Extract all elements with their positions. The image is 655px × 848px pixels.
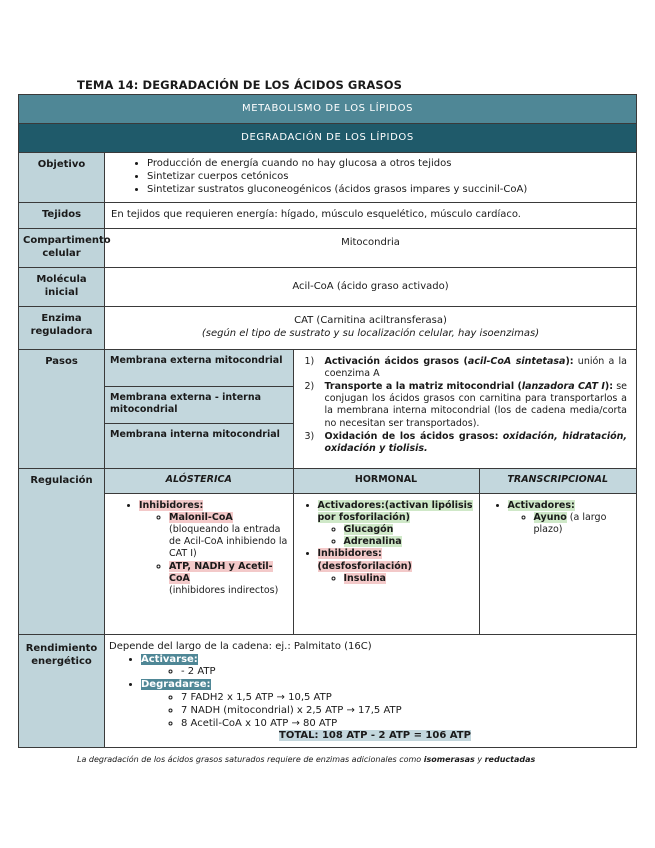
ayuno-desc: (a largo plazo) [533, 511, 607, 536]
paso-item: 3) Oxidación de los ácidos grasos: oxidación, hidratación, oxidación y tiolisis. [304, 430, 627, 454]
atp-nadh-acetil: ATP, NADH y Acetil-CoA [169, 560, 273, 584]
alosterica-cell [105, 493, 293, 634]
summary-table [18, 94, 637, 748]
malonil-coa: Malonil-CoA [169, 511, 233, 523]
document-title: TEMA 14: DEGRADACIÓN DE LOS ÁCIDOS GRASOS [77, 78, 403, 92]
insulina: Insulina [343, 572, 386, 584]
total-atp: TOTAL: 108 ATP - 2 ATP = 106 ATP [279, 730, 471, 742]
row-objetivo [19, 153, 637, 203]
compartimento-text: Mitocondria [105, 229, 637, 268]
hormonal-inhibidores: Inhibidores: (desfosforilación) [317, 548, 412, 572]
label-tejidos: Tejidos [19, 203, 105, 229]
label-regulacion: Regulación [19, 468, 105, 634]
label-rendimiento: Rendimiento energético [19, 634, 105, 747]
enzima-name: CAT (Carnitina aciltransferasa) [294, 315, 447, 327]
membrane-interna: Membrana interna mitocondrial [105, 423, 293, 468]
degradarse-item: ◦ 8 Acetil-CoA x 10 ATP → 80 ATP [181, 718, 632, 731]
pasos-steps [295, 351, 636, 461]
glucagon: Glucagón [343, 524, 394, 536]
row-rendimiento [19, 634, 637, 747]
paso-item: 1) Activación ácidos grasos (acil-CoA sintetasa): unión a la coenzima A [304, 355, 628, 379]
ayuno: Ayuno [533, 511, 567, 523]
membrane-externa: Membrana externa mitocondrial [105, 350, 293, 387]
header-metabolismo: METABOLISMO DE LOS LÍPIDOS [19, 95, 637, 124]
col-alosterica: ALÓSTERICA [105, 469, 293, 494]
objetivo-list [105, 158, 632, 196]
membrane-externa-interna: Membrana externa - interna mitocondrial [105, 386, 293, 423]
molecula-text: Acil-CoA (ácido graso activado) [105, 268, 637, 307]
label-compartimento: Compartimento celular [19, 229, 105, 268]
alosterica-inhibidores: Inhibidores: [139, 499, 204, 511]
col-transcripcional: TRANSCRIPCIONAL [479, 469, 636, 494]
label-objetivo: Objetivo [19, 153, 105, 203]
col-hormonal: HORMONAL [293, 469, 479, 494]
adrenalina: Adrenalina [343, 536, 402, 548]
degradarse-item: ◦ 7 NADH (mitocondrial) x 2,5 ATP → 17,5 ATP [181, 705, 632, 718]
malonil-desc: (bloqueando la entrada de Acil-CoA inhibiendo la CAT I) [169, 524, 288, 560]
row-pasos [19, 349, 637, 468]
label-molecula: Molécula inicial [19, 268, 105, 307]
rendimiento-intro: Depende del largo de la cadena: ej.: Palmitato (16C) [109, 640, 372, 652]
hormonal-cell [293, 493, 479, 634]
row-compartimento [19, 229, 637, 268]
enzima-note: (según el tipo de sustrato y su localización celular, hay isoenzimas) [201, 327, 540, 339]
row-enzima [19, 307, 637, 350]
pasos-table [105, 350, 636, 468]
header-degradacion: DEGRADACIÓN DE LOS LÍPIDOS [19, 124, 637, 153]
label-enzima: Enzima reguladora [19, 307, 105, 350]
paso-item: 2) Transporte a la matriz mitocondrial (lanzadora CAT I): se conjugan los ácidos grasos con carnitina para transportarlos a la membrana interna mitocondrial (los de cadena media/corta no necesitan ser transportados). [304, 381, 627, 429]
objetivo-item: • Sintetizar cuerpos cetónicos [147, 171, 632, 184]
atp-desc: (inhibidores indirectos) [169, 584, 279, 596]
objetivo-item: • Sintetizar sustratos gluconeogénicos (ácidos grasos impares y succinil-CoA) [147, 184, 632, 197]
objetivo-item: • Producción de energía cuando no hay glucosa a otros tejidos [147, 158, 632, 171]
activarse-item: ◦ - 2 ATP [181, 666, 632, 679]
transcripcional-cell [479, 493, 636, 634]
activarse-label: Activarse: [141, 653, 198, 665]
hormonal-activadores: Activadores:(activan lipólisis por fosforilación) [317, 499, 473, 523]
degradarse-label: Degradarse: [141, 679, 211, 691]
rendimiento-cell [105, 634, 637, 747]
regulacion-table [105, 469, 636, 634]
tejidos-text: En tejidos que requieren energía: hígado, músculo esquelético, músculo cardíaco. [105, 203, 637, 229]
row-regulacion [19, 468, 637, 634]
label-pasos: Pasos [19, 349, 105, 468]
degradarse-item: ◦ 7 FADH2 x 1,5 ATP → 10,5 ATP [181, 692, 632, 705]
row-tejidos [19, 203, 637, 229]
row-molecula [19, 268, 637, 307]
footnote: La degradación de los ácidos grasos saturados requiere de enzimas adicionales como isomerasas y reductadas [77, 755, 536, 764]
transcripcional-activadores: Activadores: [507, 499, 575, 511]
